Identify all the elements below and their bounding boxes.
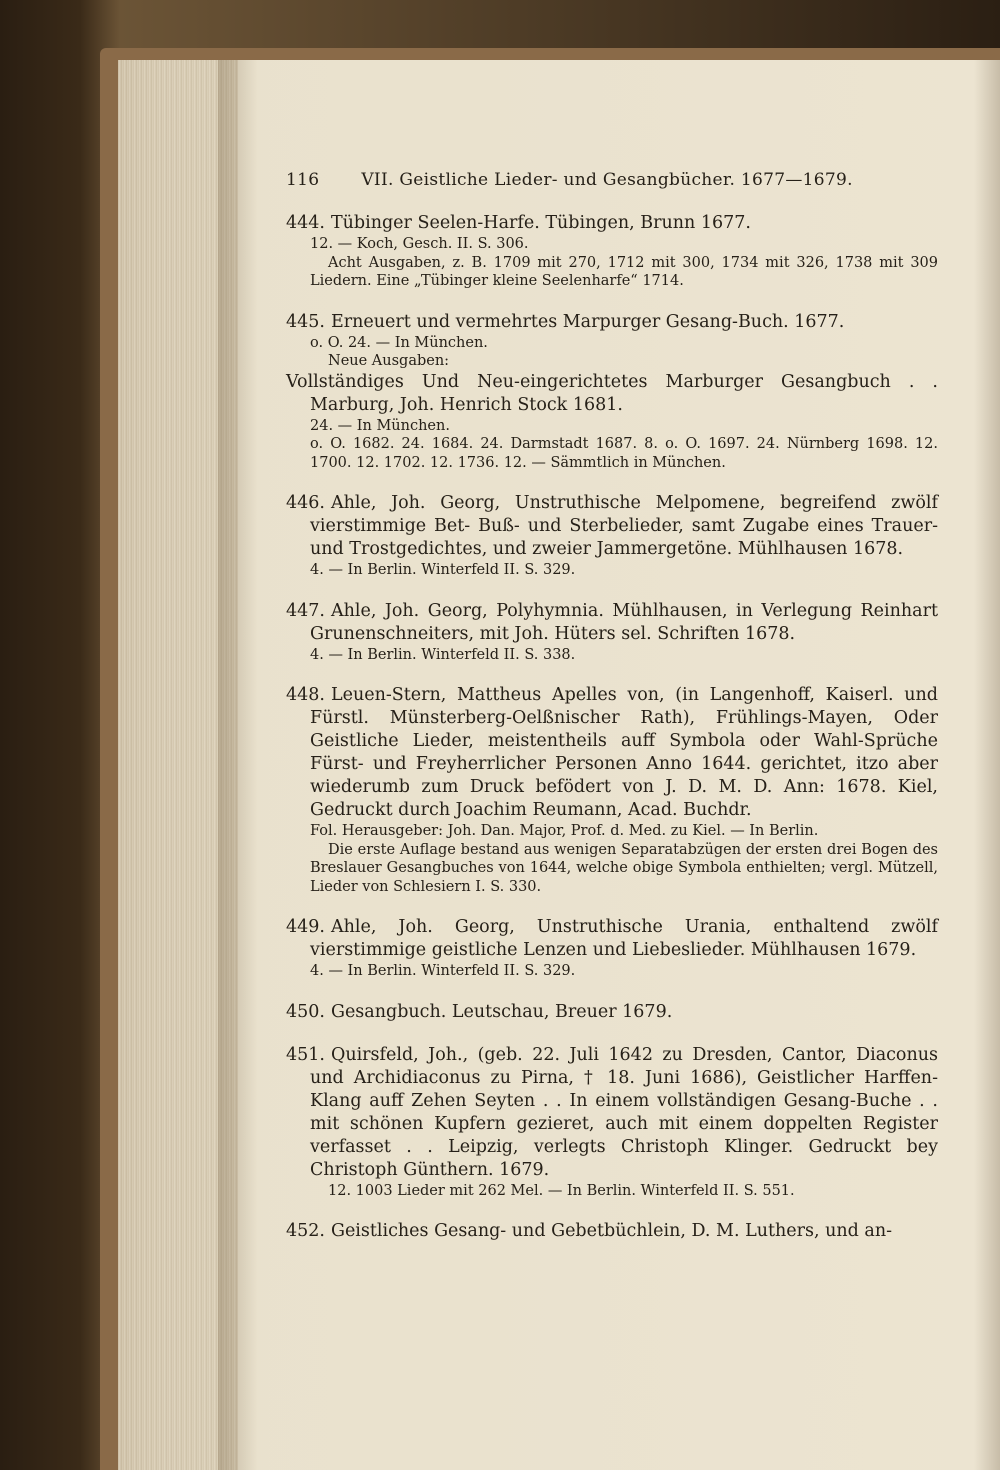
entry-number: 445. [286, 311, 325, 332]
entry-number: 447. [286, 600, 325, 621]
entry-number: 446. [286, 493, 325, 513]
entry-452 [286, 1220, 938, 1243]
entry-number: 452. [286, 1221, 325, 1241]
entry-note: 24. — In München. [310, 417, 450, 434]
entry-heading [286, 684, 938, 822]
entry-445 [286, 311, 938, 473]
entry-heading [286, 311, 938, 334]
page-content [286, 170, 938, 1263]
entry-note: o. O. 24. — In München. [310, 334, 488, 351]
entry-number: 444. [286, 213, 325, 233]
entry-note: 12. 1003 Lieder mit 262 Mel. — In Berlin. Winterfeld II. S. 551. [328, 1182, 795, 1199]
running-title: VII. Geistliche Lieder- und Gesangbücher. 1677—1679. [361, 170, 853, 190]
entry-note: 4. — In Berlin. Winterfeld II. S. 329. [310, 963, 576, 979]
entry-number: 450. [286, 1001, 325, 1022]
entry-448 [286, 684, 938, 896]
entry-note: o. O. 1682. 24. 1684. 24. Darmstadt 1687. 8. o. O. 1697. 24. Nürnberg 1698. 12. 1700. 12. 1702. 12. 1736. 12. — Sämmtlich in München. [310, 436, 938, 471]
running-head [286, 170, 938, 190]
entry-title: Erneuert und vermehrtes Marpurger Gesang-Buch. 1677. [330, 311, 845, 332]
page-number: 116 [286, 170, 320, 190]
entry-447 [286, 600, 938, 665]
entry-heading [286, 600, 938, 646]
entry-heading [286, 492, 938, 561]
entry-note: 4. — In Berlin. Winterfeld II. S. 329. [310, 562, 576, 578]
entry-title: Gesangbuch. Leutschau, Breuer 1679. [330, 1001, 673, 1022]
entry-note: Fol. Herausgeber: Joh. Dan. Major, Prof. d. Med. zu Kiel. — In Berlin. [310, 823, 819, 839]
entry-note: 12. — Koch, Gesch. II. S. 306. [310, 236, 529, 252]
entry-heading [286, 212, 938, 235]
entry-heading [286, 916, 938, 962]
entry-note: 4. — In Berlin. Winterfeld II. S. 338. [310, 646, 576, 663]
entry-note: Acht Ausgaben, z. B. 1709 mit 270, 1712 mit 300, 1734 mit 326, 1738 mit 309 Liedern. Eine „Tübinger kleine Seelenharfe“ 1714. [310, 254, 938, 289]
entry-title: Ahle, Joh. Georg, Unstruthische Urania, enthaltend zwölf vierstimmige geistliche Lenzen und Liebeslieder. Mühlhausen 1679. [310, 917, 938, 960]
entry-444 [286, 212, 938, 291]
entry-446 [286, 492, 938, 580]
entry-number: 449. [286, 917, 325, 937]
page-right-edge [974, 60, 1000, 1470]
gutter-shadow [218, 60, 258, 1470]
entry-heading [286, 1001, 938, 1024]
entry-450 [286, 1001, 938, 1024]
entry-note: Die erste Auflage bestand aus wenigen Separatabzügen der ersten drei Bogen des Breslauer Gesangbuches von 1644, welche obige Symbola enthielten; vergl. Mützell, Lieder von Schlesiern I. S. 330. [310, 841, 938, 895]
entry-451 [286, 1044, 938, 1201]
entry-heading [286, 1044, 938, 1182]
entry-title: Quirsfeld, Joh., (geb. 22. Juli 1642 zu Dresden, Cantor, Diaconus und Archidiaconus zu Pirna, † 18. Juni 1686), Geistlicher Harffen-Klang auff Zehen Seyten . . In einem vollständigen Gesang-Buche . . mit schönen Kupfern gezieret, auch mit einem doppelten Register verfasset . . Leipzig, verlegts Christoph Klinger. Gedruckt bey Christoph Günthern. 1679. [310, 1044, 938, 1180]
entry-note: Neue Ausgaben: [328, 353, 450, 369]
entry-sub-heading: Vollständiges Und Neu-eingerichtetes Marburger Gesangbuch . . Marburg, Joh. Henrich Stock 1681. [286, 371, 938, 415]
entry-title: Ahle, Joh. Georg, Unstruthische Melpomene, begreifend zwölf vierstimmige Bet- Buß- und Sterbelieder, samt Zugabe eines Trauer- und Trostgedichtes, und zweier Jammergetöne. Mühlhausen 1678. [310, 493, 938, 559]
entry-title: Ahle, Joh. Georg, Polyhymnia. Mühlhausen, in Verlegung Reinhart Grunenschneiters, mit Joh. Hüters sel. Schriften 1678. [310, 600, 938, 644]
entry-449 [286, 916, 938, 981]
entry-heading [286, 1220, 938, 1243]
entry-title: Geistliches Gesang- und Gebetbüchlein, D. M. Luthers, und an- [330, 1221, 893, 1241]
entry-title: Tübinger Seelen-Harfe. Tübingen, Brunn 1677. [330, 213, 751, 233]
entry-number: 448. [286, 685, 325, 705]
entry-title: Leuen-Stern, Mattheus Apelles von, (in Langenhoff, Kaiserl. und Fürstl. Münsterberg-Oelßnischer Rath), Frühlings-Mayen, Oder Geistliche Lieder, meistentheils auff Symbola oder Wahl-Sprüche Fürst- und Freyherrlicher Personen Anno 1644. gerichtet, itzo aber wiederumb zum Druck befödert von J. D. M. D. Ann: 1678. Kiel, Gedruckt durch Joachim Reumann, Acad. Buchdr. [310, 685, 938, 820]
entry-number: 451. [286, 1044, 325, 1065]
